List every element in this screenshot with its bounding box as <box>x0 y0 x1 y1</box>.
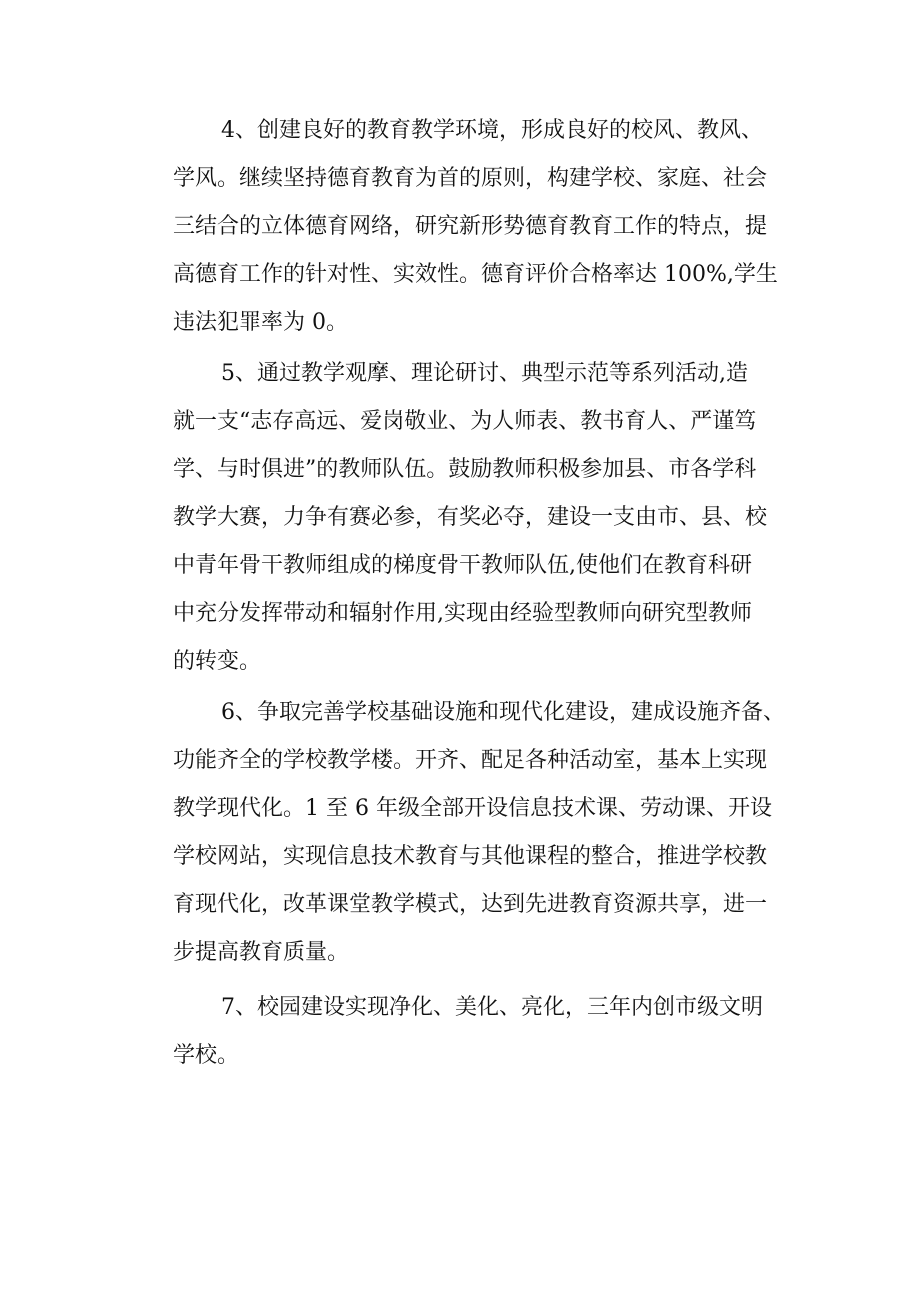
text-line: 6、争取完善学校基础设施和现代化建设，建成设施齐备、 <box>221 700 785 725</box>
text-line: 4、创建良好的教育教学环境，形成良好的校风、教风、 <box>221 118 763 143</box>
text-line: 育现代化，改革课堂教学模式，达到先进教育资源共享，进一 <box>173 892 768 917</box>
text-line: 学、与时俱进”的教师队伍。鼓励教师积极参加县、市各学科 <box>173 457 757 482</box>
text-line: 违法犯罪率为 0。 <box>173 310 348 335</box>
text-line: 学校网站，实现信息技术教育与其他课程的整合，推进学校教 <box>173 844 768 869</box>
text-line: 高德育工作的针对性、实效性。德育评价合格率达 100%,学生 <box>173 262 778 287</box>
text-line: 步提高教育质量。 <box>173 940 350 965</box>
text-line: 7、校园建设实现净化、美化、亮化，三年内创市级文明 <box>221 995 763 1020</box>
text-line: 教学现代化。1 至 6 年级全部开设信息技术课、劳动课、开设 <box>173 796 772 821</box>
text-line: 就一支“志存高远、爱岗敬业、为人师表、教书育人、严谨笃 <box>173 409 757 434</box>
paragraph-7 <box>173 984 763 1080</box>
text-line: 的转变。 <box>173 649 262 674</box>
text-line: 教学大赛，力争有赛必参，有奖必夺，建设一支由市、县、校 <box>173 505 768 530</box>
paragraph-6 <box>173 689 785 977</box>
paragraph-5 <box>173 350 768 686</box>
text-line: 学风。继续坚持德育教育为首的原则，构建学校、家庭、社会 <box>173 166 768 191</box>
paragraph-4 <box>173 107 778 347</box>
text-line: 三结合的立体德育网络，研究新形势德育教育工作的特点，提 <box>173 214 768 239</box>
text-line: 学校。 <box>173 1043 240 1068</box>
text-line: 5、通过教学观摩、理论研讨、典型示范等系列活动,造 <box>221 361 748 386</box>
text-line: 中充分发挥带动和辐射作用,实现由经验型教师向研究型教师 <box>173 601 752 626</box>
text-line: 功能齐全的学校教学楼。开齐、配足各种活动室，基本上实现 <box>173 748 768 773</box>
text-line: 中青年骨干教师组成的梯度骨干教师队伍,使他们在教育科研 <box>173 553 752 578</box>
